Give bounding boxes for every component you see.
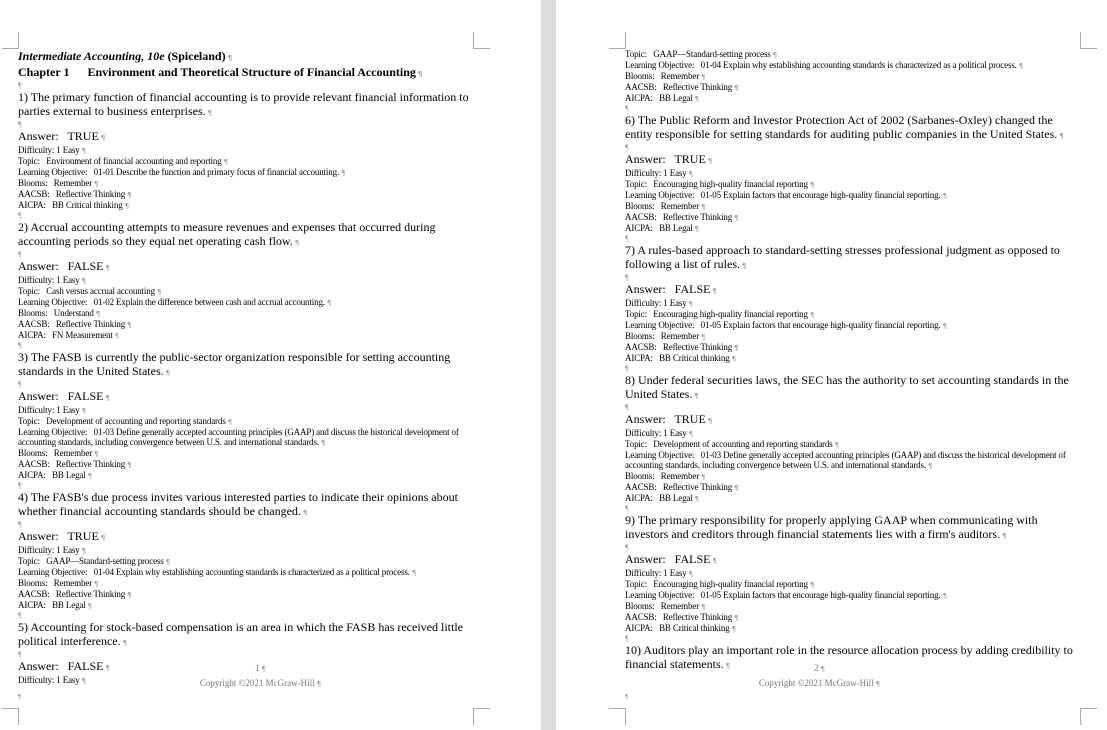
metadata-line: Blooms: Remember ¶ (18, 448, 99, 458)
meta-text: AACSB: Reflective Thinking (18, 589, 126, 599)
margin-corner-top-right (1080, 32, 1097, 49)
metadata-line: Blooms: Remember ¶ (18, 578, 99, 588)
metadata-line: Topic: Development of accounting and reporting standards ¶ (18, 416, 232, 426)
metadata-line: Difficulty: 1 Easy ¶ (625, 428, 693, 438)
metadata-line: Learning Objective: 01-05 Explain factors that encourage high-quality financial reporting. ¶ (625, 590, 947, 600)
metadata-line: Blooms: Understand ¶ (18, 308, 101, 318)
meta-text: AACSB: Reflective Thinking (625, 212, 733, 222)
meta-text: Topic: Development of accounting and reporting standards (625, 439, 833, 449)
metadata-line: AICPA: FN Measurement ¶ (18, 330, 120, 340)
meta-text: AICPA: BB Critical thinking (625, 353, 730, 363)
metadata-line: Learning Objective: 01-04 Explain why establishing accounting standards is characterized as a political process. ¶ (625, 60, 1024, 70)
meta-text: Blooms: Remember (18, 578, 93, 588)
metadata-line: AACSB: Reflective Thinking ¶ (18, 189, 132, 199)
question-text: 4) The FASB's due process invites various interested parties to indicate their opinions about whether financial accounting standards should be changed. (18, 490, 458, 518)
metadata-line: AICPA: BB Critical thinking ¶ (625, 623, 736, 633)
paragraph-mark: ¶ (625, 504, 629, 513)
answer-text: Answer: TRUE (18, 129, 99, 143)
page-footer-copyright: Copyright ©2021 McGraw-Hill ¶ (199, 678, 322, 688)
paragraph-mark: ¶ (18, 81, 22, 90)
page-1-items (18, 91, 473, 686)
meta-text: Learning Objective: 01-05 Explain factors that encourage high-quality financial reporting. (625, 320, 941, 330)
paragraph-mark: ¶ (625, 104, 629, 113)
meta-text: Learning Objective: 01-05 Explain factors that encourage high-quality financial reporting. (625, 190, 941, 200)
question-text: 7) A rules-based approach to standard-setting stresses professional judgment as opposed to following a list of rules. (625, 243, 1060, 271)
answer-text: Answer: FALSE (625, 552, 711, 566)
meta-text: Topic: Encouraging high-quality financial reporting (625, 179, 808, 189)
margin-corner-bottom-right (473, 708, 490, 725)
metadata-line: Learning Objective: 01-05 Explain factors that encourage high-quality financial reporting. ¶ (625, 190, 947, 200)
copyright-text: Copyright ©2021 McGraw-Hill (199, 678, 315, 688)
book-author: (Spiceland) (164, 49, 226, 63)
answer-line: Answer: FALSE ¶ (625, 552, 717, 566)
metadata-line: Blooms: Remember ¶ (625, 471, 706, 481)
answer-line: Answer: TRUE ¶ (18, 129, 106, 143)
page-number-text: 2 (814, 663, 819, 673)
meta-text: Topic: GAAP—Standard-setting process (625, 49, 771, 59)
meta-text: Topic: Cash versus accrual accounting (18, 286, 155, 296)
paragraph-mark: ¶ (625, 403, 629, 412)
answer-line: Answer: TRUE ¶ (18, 529, 106, 543)
meta-text: Difficulty: 1 Easy (625, 298, 687, 308)
metadata-line: Blooms: Remember ¶ (625, 601, 706, 611)
book-title-line: Intermediate Accounting, 10e (Spiceland) ¶ (18, 49, 233, 63)
metadata-line: AACSB: Reflective Thinking ¶ (18, 589, 132, 599)
meta-text: Learning Objective: 01-02 Explain the difference between cash and accrual accounting. (18, 297, 325, 307)
metadata-line: AICPA: BB Critical thinking ¶ (18, 200, 129, 210)
meta-text: Blooms: Remember (18, 178, 93, 188)
paragraph-mark: ¶ (18, 211, 22, 220)
question-text: 8) Under federal securities laws, the SEC has the authority to set accounting standards in the United States. ¶ (625, 373, 1069, 401)
page-footer-copyright: Copyright ©2021 McGraw-Hill ¶ (758, 678, 881, 688)
answer-text: Answer: FALSE (18, 389, 104, 403)
paragraph-mark: ¶ (625, 634, 629, 643)
paragraph-mark: ¶ (18, 611, 22, 620)
meta-text: AICPA: BB Legal (625, 493, 693, 503)
meta-text: AICPA: BB Legal (625, 93, 693, 103)
meta-text: Learning Objective: 01-05 Explain factors that encourage high-quality financial reporting. (625, 590, 941, 600)
metadata-line: Topic: GAAP—Standard-setting process ¶ (18, 556, 170, 566)
document-page-2 (556, 0, 1107, 730)
metadata-line: Learning Objective: 01-03 Define generally accepted accounting principles (GAAP) and discuss the historical development of accounting standards, including convergence between U.S. and international standards. ¶ (18, 427, 461, 447)
meta-text: Topic: Encouraging high-quality financial reporting (625, 309, 808, 319)
answer-line: Answer: TRUE ¶ (625, 412, 713, 426)
metadata-line: Blooms: Remember ¶ (625, 331, 706, 341)
chapter-title: Chapter 1 Environment and Theoretical Structure of Financial Accounting (18, 65, 416, 79)
meta-text: Difficulty: 1 Easy (18, 675, 80, 685)
paragraph-mark: ¶ (18, 481, 22, 490)
metadata-line: AICPA: BB Legal ¶ (625, 223, 699, 233)
meta-text: AACSB: Reflective Thinking (18, 189, 126, 199)
answer-text: Answer: FALSE (18, 659, 104, 673)
question-text: 5) Accounting for stock-based compensation is an area in which the FASB has received little political interference. ¶ (18, 620, 463, 648)
question-text: 10) Auditors play an important role in the resource allocation process by adding credibility to financial statements. (625, 643, 1073, 671)
answer-text: Answer: TRUE (625, 152, 706, 166)
chapter-heading: Chapter 1 Environment and Theoretical Structure of Financial Accounting ¶ (18, 65, 423, 79)
metadata-line: AACSB: Reflective Thinking ¶ (625, 212, 739, 222)
answer-text: Answer: FALSE (625, 282, 711, 296)
metadata-line: Topic: Development of accounting and reporting standards ¶ (625, 439, 839, 449)
question-text: 1) The primary function of financial accounting is to provide relevant financial information to parties external to business enterprises. (18, 90, 469, 118)
metadata-line: Difficulty: 1 Easy ¶ (18, 675, 86, 685)
answer-line: Answer: FALSE ¶ (18, 259, 110, 273)
question-text: 9) The primary responsibility for properly applying GAAP when communicating with investors and creditors through financial statements lies with a firm's auditors. ¶ (625, 513, 1038, 541)
metadata-line: Topic: GAAP—Standard-setting process ¶ (625, 49, 777, 59)
page-gutter (541, 0, 556, 730)
metadata-line: AACSB: Reflective Thinking ¶ (18, 319, 132, 329)
paragraph-mark: ¶ (625, 143, 629, 152)
meta-text: Blooms: Remember (625, 471, 700, 481)
meta-text: Difficulty: 1 Easy (18, 545, 80, 555)
meta-text: AACSB: Reflective Thinking (18, 319, 126, 329)
meta-text: Difficulty: 1 Easy (625, 428, 687, 438)
meta-text: Learning Objective: 01-04 Explain why establishing accounting standards is characterized as a political process. (18, 567, 410, 577)
meta-text: Learning Objective: 01-01 Describe the function and primary focus of financial accounting. (18, 167, 340, 177)
page-2-body[interactable] (625, 49, 1081, 673)
question-text: 7) A rules-based approach to standard-setting stresses professional judgment as opposed to following a list of rules. ¶ (625, 243, 1060, 271)
meta-text: AICPA: BB Legal (18, 600, 86, 610)
margin-corner-top-left (2, 32, 19, 49)
metadata-line: Topic: Encouraging high-quality financial reporting ¶ (625, 579, 815, 589)
metadata-line: AACSB: Reflective Thinking ¶ (625, 612, 739, 622)
metadata-line: AICPA: BB Legal ¶ (625, 93, 699, 103)
meta-text: Learning Objective: 01-03 Define generally accepted accounting principles (GAAP) and discuss the historical development of accounting standards, including convergence between U.S. and international standards. (625, 450, 1068, 470)
metadata-line: AICPA: BB Legal ¶ (18, 600, 92, 610)
metadata-line: AICPA: BB Legal ¶ (18, 470, 92, 480)
meta-text: Blooms: Understand (18, 308, 94, 318)
meta-text: Learning Objective: 01-04 Explain why establishing accounting standards is characterized as a political process. (625, 60, 1017, 70)
paragraph-mark: ¶ (18, 650, 22, 659)
document-page-1 (0, 0, 541, 730)
meta-text: AACSB: Reflective Thinking (625, 342, 733, 352)
question-text: 6) The Public Reform and Investor Protection Act of 2002 (Sarbanes-Oxley) changed the entity responsible for setting standards for auditing public companies in the United States. ¶ (625, 113, 1064, 141)
question-text: 2) Accrual accounting attempts to measure revenues and expenses that occurred during accounting periods so they equal net operating cash flow. ¶ (18, 220, 436, 248)
metadata-line: Topic: Cash versus accrual accounting ¶ (18, 286, 162, 296)
metadata-line: Blooms: Remember ¶ (18, 178, 99, 188)
question-text: 3) The FASB is currently the public-sector organization responsible for setting accounting standards in the United States. (18, 350, 451, 378)
metadata-line: AICPA: BB Critical thinking ¶ (625, 353, 736, 363)
metadata-line: AACSB: Reflective Thinking ¶ (625, 342, 739, 352)
metadata-line: AICPA: BB Legal ¶ (625, 493, 699, 503)
meta-text: AACSB: Reflective Thinking (18, 459, 126, 469)
answer-text: Answer: FALSE (18, 259, 104, 273)
margin-corner-top-left (609, 32, 626, 49)
meta-text: Learning Objective: 01-03 Define generally accepted accounting principles (GAAP) and discuss the historical development of accounting standards, including convergence between U.S. and international standards. (18, 427, 461, 447)
margin-corner-bottom-left (2, 708, 19, 725)
page-number-text: 1 (255, 663, 260, 673)
metadata-line: AACSB: Reflective Thinking ¶ (625, 82, 739, 92)
meta-text: Difficulty: 1 Easy (625, 168, 687, 178)
metadata-line: Topic: Encouraging high-quality financial reporting ¶ (625, 309, 815, 319)
meta-text: Blooms: Remember (625, 601, 700, 611)
meta-text: Topic: Environment of financial accounting and reporting (18, 156, 222, 166)
metadata-line: Difficulty: 1 Easy ¶ (18, 275, 86, 285)
meta-text: AICPA: FN Measurement (18, 330, 113, 340)
answer-line: Answer: FALSE ¶ (18, 659, 110, 673)
metadata-line: Difficulty: 1 Easy ¶ (18, 145, 86, 155)
metadata-line: AACSB: Reflective Thinking ¶ (625, 482, 739, 492)
meta-text: AACSB: Reflective Thinking (625, 612, 733, 622)
page-2-items (625, 49, 1081, 673)
paragraph-mark: ¶ (625, 543, 629, 552)
margin-corner-top-right (473, 32, 490, 49)
question-text: 6) The Public Reform and Investor Protection Act of 2002 (Sarbanes-Oxley) changed the entity responsible for setting standards for auditing public companies in the United States. (625, 113, 1058, 141)
metadata-line: Topic: Encouraging high-quality financial reporting ¶ (625, 179, 815, 189)
page-number: 1 ¶ (255, 663, 266, 673)
margin-corner-bottom-left (609, 708, 626, 725)
meta-text: AICPA: BB Critical thinking (18, 200, 123, 210)
meta-text: Difficulty: 1 Easy (18, 405, 80, 415)
metadata-line: AACSB: Reflective Thinking ¶ (18, 459, 132, 469)
metadata-line: Learning Objective: 01-03 Define generally accepted accounting principles (GAAP) and discuss the historical development of accounting standards, including convergence between U.S. and international standards. ¶ (625, 450, 1068, 470)
paragraph-mark: ¶ (18, 250, 22, 259)
metadata-line: Blooms: Remember ¶ (625, 71, 706, 81)
answer-line: Answer: FALSE ¶ (625, 282, 717, 296)
metadata-line: Difficulty: 1 Easy ¶ (625, 168, 693, 178)
paragraph-mark: ¶ (625, 693, 629, 701)
meta-text: Difficulty: 1 Easy (18, 275, 80, 285)
paragraph-mark: ¶ (18, 380, 22, 389)
question-text: 10) Auditors play an important role in the resource allocation process by adding credibility to financial statements. ¶ (625, 643, 1073, 671)
question-text: 3) The FASB is currently the public-sector organization responsible for setting accounting standards in the United States. ¶ (18, 350, 451, 378)
meta-text: Topic: Encouraging high-quality financial reporting (625, 579, 808, 589)
metadata-line: Learning Objective: 01-02 Explain the difference between cash and accrual accounting. ¶ (18, 297, 332, 307)
margin-corner-bottom-right (1080, 708, 1097, 725)
meta-text: Blooms: Remember (625, 71, 700, 81)
meta-text: Blooms: Remember (18, 448, 93, 458)
meta-text: AICPA: BB Legal (625, 223, 693, 233)
meta-text: Difficulty: 1 Easy (625, 568, 687, 578)
metadata-line: Difficulty: 1 Easy ¶ (625, 298, 693, 308)
metadata-line: Learning Objective: 01-04 Explain why establishing accounting standards is characterized as a political process. ¶ (18, 567, 417, 577)
meta-text: Topic: GAAP—Standard-setting process (18, 556, 164, 566)
meta-text: AACSB: Reflective Thinking (625, 82, 733, 92)
paragraph-mark: ¶ (18, 693, 22, 701)
metadata-line: Learning Objective: 01-05 Explain factors that encourage high-quality financial reporting. ¶ (625, 320, 947, 330)
book-title: Intermediate Accounting, 10e (18, 49, 165, 63)
paragraph-mark: ¶ (18, 341, 22, 350)
paragraph-mark: ¶ (18, 520, 22, 529)
metadata-line: Blooms: Remember ¶ (625, 201, 706, 211)
answer-text: Answer: TRUE (18, 529, 99, 543)
question-text: 8) Under federal securities laws, the SEC has the authority to set accounting standards in the United States. (625, 373, 1069, 401)
question-text: 4) The FASB's due process invites various interested parties to indicate their opinions about whether financial accounting standards should be changed. ¶ (18, 490, 458, 518)
paragraph-mark: ¶ (18, 120, 22, 129)
answer-line: Answer: FALSE ¶ (18, 389, 110, 403)
copyright-text: Copyright ©2021 McGraw-Hill (758, 678, 874, 688)
question-text: 1) The primary function of financial accounting is to provide relevant financial information to parties external to business enterprises. ¶ (18, 90, 469, 118)
meta-text: Blooms: Remember (625, 201, 700, 211)
paragraph-mark: ¶ (625, 234, 629, 243)
question-text: 9) The primary responsibility for properly applying GAAP when communicating with investors and creditors through financial statements lies with a firm's auditors. (625, 513, 1038, 541)
question-text: 5) Accounting for stock-based compensation is an area in which the FASB has received little political interference. (18, 620, 463, 648)
metadata-line: Topic: Environment of financial accounting and reporting ¶ (18, 156, 228, 166)
question-text: 2) Accrual accounting attempts to measure revenues and expenses that occurred during accounting periods so they equal net operating cash flow. (18, 220, 436, 248)
page-number: 2 ¶ (814, 663, 825, 673)
meta-text: AICPA: BB Critical thinking (625, 623, 730, 633)
meta-text: AACSB: Reflective Thinking (625, 482, 733, 492)
metadata-line: Difficulty: 1 Easy ¶ (625, 568, 693, 578)
metadata-line: Learning Objective: 01-01 Describe the function and primary focus of financial accounting. ¶ (18, 167, 346, 177)
meta-text: Topic: Development of accounting and reporting standards (18, 416, 226, 426)
page-1-body[interactable] (18, 49, 473, 686)
paragraph-mark: ¶ (625, 273, 629, 282)
meta-text: Difficulty: 1 Easy (18, 145, 80, 155)
answer-line: Answer: TRUE ¶ (625, 152, 713, 166)
metadata-line: Difficulty: 1 Easy ¶ (18, 405, 86, 415)
meta-text: Blooms: Remember (625, 331, 700, 341)
metadata-line: Difficulty: 1 Easy ¶ (18, 545, 86, 555)
answer-text: Answer: TRUE (625, 412, 706, 426)
meta-text: AICPA: BB Legal (18, 470, 86, 480)
paragraph-mark: ¶ (625, 364, 629, 373)
